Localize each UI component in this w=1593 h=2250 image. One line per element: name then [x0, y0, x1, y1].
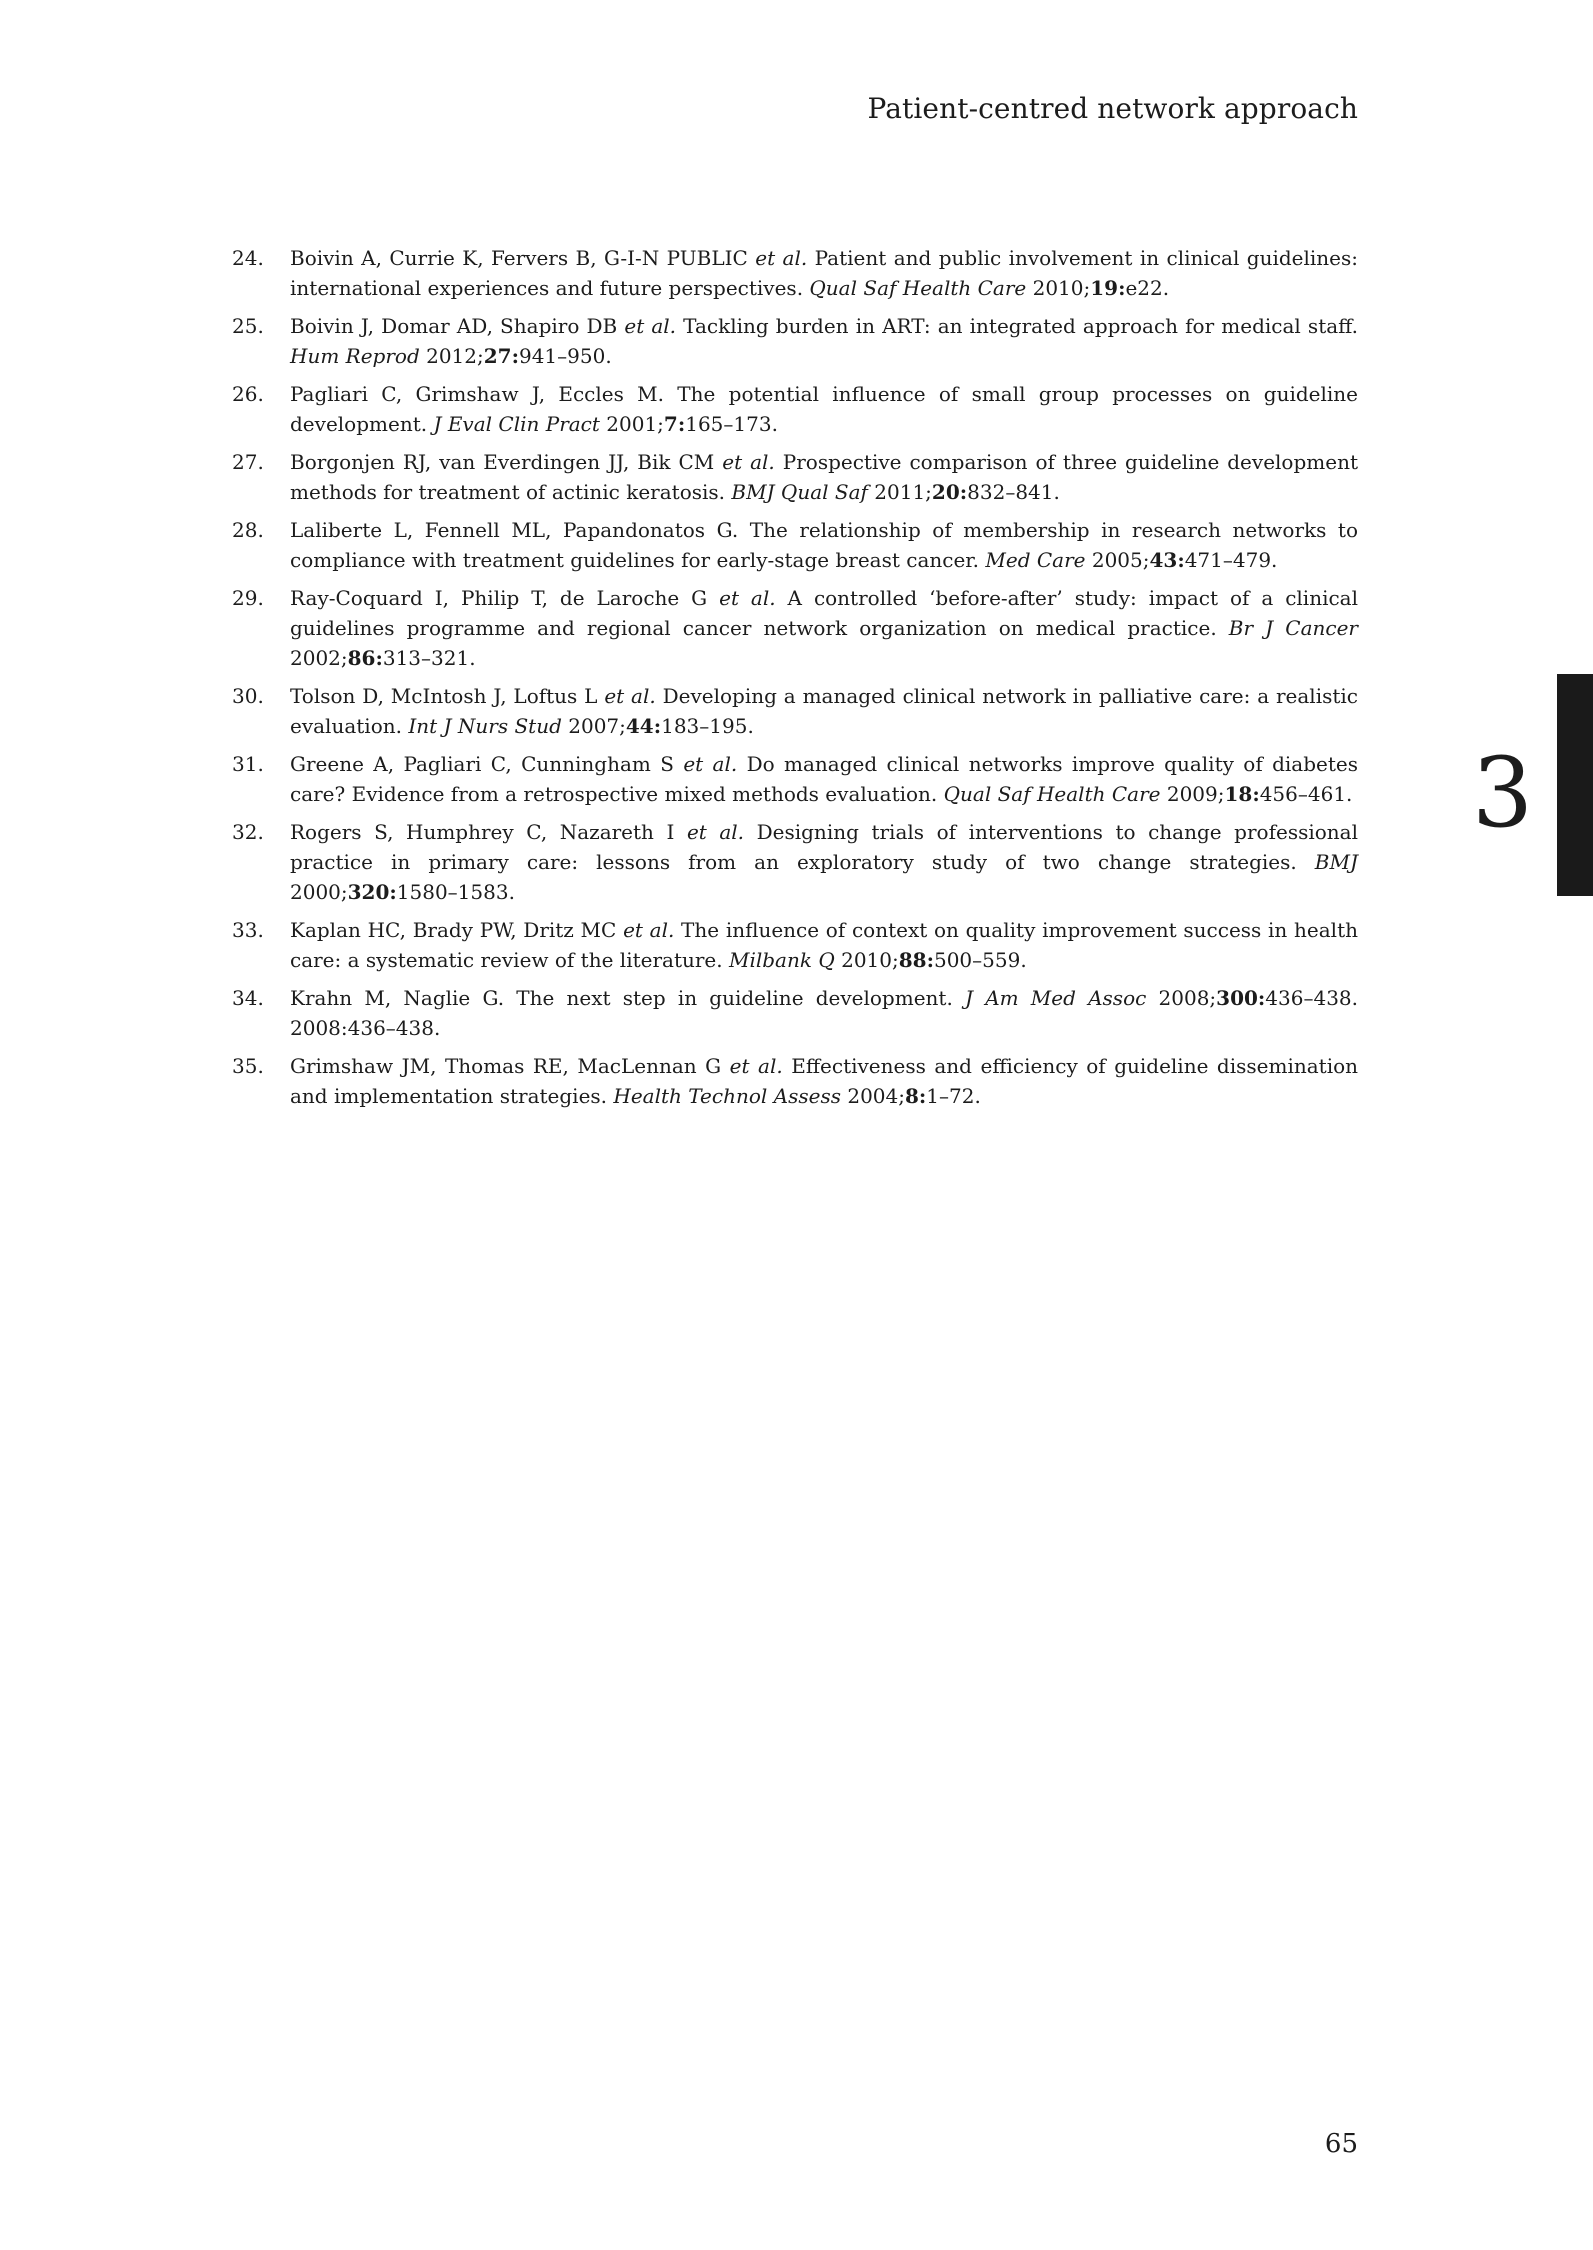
reference-italic-segment: et al. [722, 450, 775, 474]
reference-italic-segment: BMJ [1314, 850, 1358, 874]
reference-volume: 19: [1090, 276, 1126, 300]
reference-segment: Do managed clinical networks improve quality of diabetes care? Evidence from a retrospective mixed methods evaluation. [290, 752, 1358, 806]
page-number: 65 [1324, 2129, 1358, 2159]
reference-segment: Boivin A, Currie K, Fervers B, G-I-N PUBLIC [290, 246, 756, 270]
reference-segment: Grimshaw JM, Thomas RE, MacLennan G [290, 1054, 730, 1078]
reference-segment: 2009; [1160, 782, 1225, 806]
reference-text [290, 1054, 1358, 1108]
reference-volume: 43: [1149, 548, 1185, 572]
reference-number: 33. [232, 918, 264, 942]
reference-segment: 456–461. [1259, 782, 1353, 806]
reference-item [232, 515, 1358, 575]
reference-segment: 2012; [419, 344, 484, 368]
reference-text [290, 314, 1358, 368]
reference-volume: 18: [1224, 782, 1260, 806]
reference-text [290, 752, 1358, 806]
reference-text [290, 986, 1358, 1040]
reference-text [290, 820, 1358, 904]
reference-italic-segment: et al. [729, 1054, 783, 1078]
reference-segment: 941–950. [518, 344, 612, 368]
reference-segment: The influence of context on quality improvement success in health care: a systematic review of the literature. [290, 918, 1358, 972]
reference-text [290, 518, 1358, 572]
reference-number: 35. [232, 1054, 264, 1078]
reference-italic-segment: et al. [623, 918, 675, 942]
reference-italic-segment: et al. [604, 684, 656, 708]
reference-item [232, 1051, 1358, 1111]
reference-segment: 313–321. [382, 646, 476, 670]
reference-item [232, 915, 1358, 975]
reference-volume: 300: [1216, 986, 1266, 1010]
reference-segment: Effectiveness and efficiency of guideline dissemination and implementation strategies. [290, 1054, 1359, 1108]
reference-italic-segment: J Am Med Assoc [965, 986, 1147, 1010]
reference-italic-segment: et al. [755, 246, 808, 270]
reference-segment: Rogers S, Humphrey C, Nazareth I [290, 820, 687, 844]
reference-text [290, 450, 1358, 504]
chapter-number: 3 [1472, 737, 1534, 849]
reference-segment: Ray-Coquard I, Philip T, de Laroche G [290, 586, 720, 610]
reference-segment: 2007; [561, 714, 626, 738]
reference-number: 31. [232, 752, 264, 776]
reference-segment: A controlled ‘before-after’ study: impact of a clinical guidelines programme and regional cancer network organization on medical practice. [290, 586, 1359, 640]
reference-segment: 2000; [290, 880, 348, 904]
reference-text [290, 918, 1358, 972]
reference-segment: Tackling burden in ART: an integrated approach for medical staff. [676, 314, 1359, 338]
reference-italic-segment: Med Care [985, 548, 1086, 572]
reference-italic-segment: BMJ Qual Saf [731, 480, 868, 504]
reference-segment: Developing a managed clinical network in palliative care: a realistic evaluation. [290, 684, 1358, 738]
reference-segment: 500–559. [933, 948, 1027, 972]
reference-segment: Greene A, Pagliari C, Cunningham S [290, 752, 684, 776]
reference-volume: 20: [931, 480, 968, 504]
reference-italic-segment: et al. [719, 586, 776, 610]
reference-italic-segment: Int J Nurs Stud [408, 714, 562, 738]
reference-list [232, 243, 1358, 1119]
reference-item [232, 749, 1358, 809]
running-header: Patient-centred network approach [867, 92, 1358, 125]
reference-segment: 183–195. [661, 714, 754, 738]
reference-segment: Designing trials of interventions to change professional practice in primary care: lessons from an exploratory study of two change strategies. [290, 820, 1358, 874]
reference-item [232, 379, 1358, 439]
reference-segment: 436–438. 2008:436–438. [290, 986, 1359, 1040]
reference-number: 30. [232, 684, 264, 708]
reference-text [290, 246, 1358, 300]
reference-volume: 88: [898, 948, 934, 972]
reference-segment: 2008; [1146, 986, 1217, 1010]
reference-item [232, 311, 1358, 371]
reference-segment: 1580–1583. [396, 880, 515, 904]
reference-segment: 2002; [290, 646, 348, 670]
reference-italic-segment: et al. [683, 752, 738, 776]
reference-italic-segment: Qual Saf Health Care [809, 276, 1027, 300]
reference-italic-segment: Qual Saf Health Care [943, 782, 1161, 806]
reference-segment: 2011; [867, 480, 932, 504]
reference-number: 25. [232, 314, 264, 338]
reference-volume: 86: [347, 646, 383, 670]
reference-number: 27. [232, 450, 264, 474]
reference-italic-segment: et al. [624, 314, 677, 338]
reference-text [290, 684, 1358, 738]
reference-segment: 165–173. [685, 412, 778, 436]
reference-item [232, 817, 1358, 907]
reference-volume: 27: [483, 344, 519, 368]
reference-text [290, 586, 1358, 670]
reference-italic-segment: et al. [686, 820, 745, 844]
reference-item [232, 983, 1358, 1043]
reference-segment: 832–841. [967, 480, 1060, 504]
reference-italic-segment: Milbank Q [728, 948, 835, 972]
reference-item [232, 447, 1358, 507]
reference-number: 34. [232, 986, 264, 1010]
chapter-tab [1557, 674, 1593, 896]
reference-segment: Borgonjen RJ, van Everdingen JJ, Bik CM [290, 450, 723, 474]
reference-segment: 2010; [1026, 276, 1091, 300]
reference-segment: Tolson D, McIntosh J, Loftus L [290, 684, 605, 708]
reference-segment: Kaplan HC, Brady PW, Dritz MC [290, 918, 624, 942]
reference-number: 29. [232, 586, 264, 610]
reference-segment: Patient and public involvement in clinical guidelines: international experiences and future perspectives. [290, 246, 1358, 300]
reference-segment: 1–72. [926, 1084, 981, 1108]
reference-item [232, 681, 1358, 741]
reference-number: 26. [232, 382, 264, 406]
reference-segment: Krahn M, Naglie G. The next step in guideline development. [290, 986, 965, 1010]
reference-volume: 320: [347, 880, 397, 904]
reference-segment: 2001; [599, 412, 664, 436]
reference-volume: 44: [625, 714, 662, 738]
reference-volume: 8: [904, 1084, 927, 1108]
reference-segment: Prospective comparison of three guideline development methods for treatment of actinic keratosis. [290, 450, 1358, 504]
reference-number: 24. [232, 246, 264, 270]
reference-number: 28. [232, 518, 264, 542]
reference-italic-segment: Br J Cancer [1228, 616, 1358, 640]
reference-segment: Pagliari C, Grimshaw J, Eccles M. The potential influence of small group processes on guideline development. [290, 382, 1358, 436]
reference-segment: Boivin J, Domar AD, Shapiro DB [290, 314, 625, 338]
reference-item [232, 243, 1358, 303]
reference-italic-segment: J Eval Clin Pract [433, 412, 600, 436]
reference-segment: 2005; [1085, 548, 1150, 572]
reference-segment: 471–479. [1184, 548, 1278, 572]
reference-italic-segment: Hum Reprod [290, 344, 420, 368]
reference-segment: e22. [1125, 276, 1170, 300]
reference-segment: Laliberte L, Fennell ML, Papandonatos G. The relationship of membership in research networks to compliance with treatment guidelines for early-stage breast cancer. [290, 518, 1358, 572]
reference-volume: 7: [663, 412, 686, 436]
reference-text [290, 382, 1358, 436]
reference-number: 32. [232, 820, 264, 844]
reference-segment: 2010; [834, 948, 899, 972]
reference-italic-segment: Health Technol Assess [613, 1084, 841, 1108]
reference-segment: 2004; [840, 1084, 905, 1108]
reference-item [232, 583, 1358, 673]
